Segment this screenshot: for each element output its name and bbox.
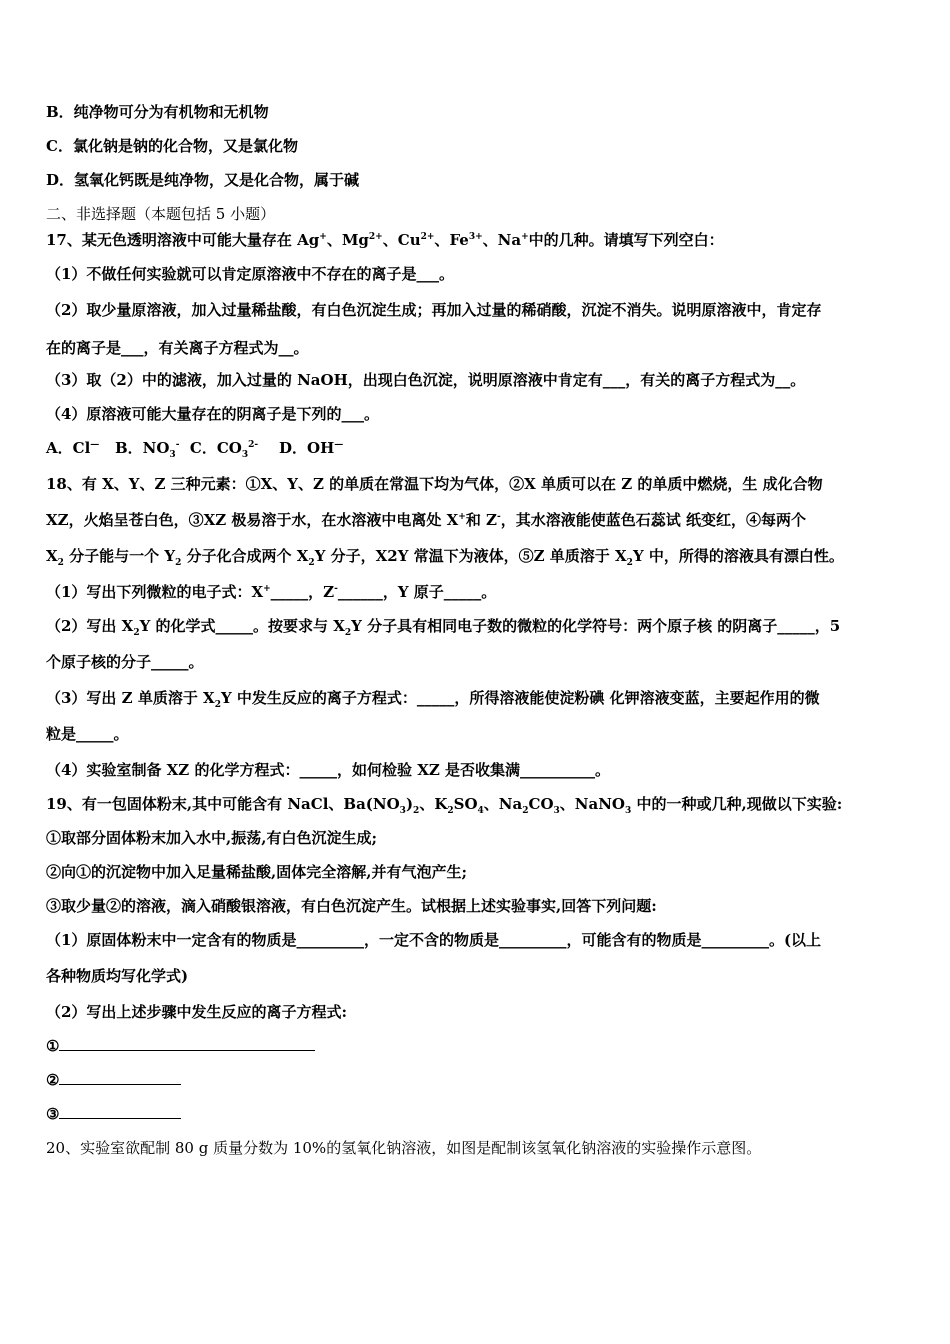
q18-stem-3: $X_2$ 分子能与一个 $Y_2$ 分子化合成两个 $X_2Y$ 分子，X2Y 常温下为液体，⑤Z 单质溶于 $X_2Y$ 中，所得的溶液具有漂白性。 xyxy=(46,547,844,568)
q18-stem-1: 18、有 X、Y、Z 三种元素：①X、Y、Z 的单质在常温下均为气体，②X 单质可以在 Z 的单质中燃烧，生 成化合物 xyxy=(46,475,823,493)
q17-options: A．Cl— B．$NO_3^-$ C．$CO_3^{2-}$ D．OH— xyxy=(46,439,344,460)
q19-part2: （2）写出上述步骤中发生反应的离子方程式: xyxy=(46,1003,347,1021)
q20-stem: 20、实验室欲配制 80 g 质量分数为 10%的氢氧化钠溶液，如图是配制该氢氧化钠溶液的实验操作示意图。 xyxy=(46,1139,762,1157)
q18-part3: （3）写出 Z 单质溶于 $X_2Y$ 中发生反应的离子方程式：_____，所得溶液能使淀粉碘 化钾溶液变蓝，主要起作用的微 xyxy=(46,689,820,710)
q19-part1: （1）原固体粉末中一定含有的物质是_________，一定不含的物质是_________，可能含有的物质是_________。(以上 xyxy=(46,931,822,949)
q18-stem-2: XZ，火焰呈苍白色，③XZ 极易溶于水，在水溶液中电离处 X+和 Z-，其水溶液能使蓝色石蕊试 纸变红，④每两个 xyxy=(46,511,806,529)
answer-blank[interactable] xyxy=(59,1070,181,1085)
option-c: C．氯化钠是钠的化合物，又是氯化物 xyxy=(46,137,298,155)
q18-part3-cont: 粒是_____。 xyxy=(46,725,129,743)
q19-answer-3: ③ xyxy=(46,1104,906,1124)
q18-part2: （2）写出 $X_2Y$ 的化学式_____。按要求与 $X_2Y$ 分子具有相同电子数的微粒的化学符号：两个原子核 的阴离子_____，5 xyxy=(46,617,841,638)
q17-part2: （2）取少量原溶液，加入过量稀盐酸，有白色沉淀生成；再加入过量的稀硝酸，沉淀不消失。说明原溶液中，肯定存 xyxy=(46,301,822,319)
q18-part2-cont: 个原子核的分子_____。 xyxy=(46,653,204,671)
answer-blank[interactable] xyxy=(59,1104,181,1119)
q17-part2-cont: 在的离子是___，有关离子方程式为__。 xyxy=(46,339,309,357)
q19-stem: 19、有一包固体粉末,其中可能含有 NaCl、$Ba(NO_3)_2$、$K_2SO_4$、$Na_2CO_3$、NaNO$_3$ 中的一种或几种,现做以下实验: xyxy=(46,795,843,816)
q19-part1-cont: 各种物质均写化学式) xyxy=(46,967,189,985)
q17-stem: 17、某无色透明溶液中可能大量存在 Ag+、$Mg^{2+}$、$Cu^{2+}$、$Fe^{3+}$、Na+中的几种。请填写下列空白： xyxy=(46,231,724,249)
q17-part1: （1）不做任何实验就可以肯定原溶液中不存在的离子是___。 xyxy=(46,265,454,283)
q18-part1: （1）写出下列微粒的电子式：X+_____，Z-______，Y 原子_____。 xyxy=(46,583,497,601)
q19-step2: ②向①的沉淀物中加入足量稀盐酸,固体完全溶解,并有气泡产生; xyxy=(46,863,467,881)
section-title: 二、非选择题（本题包括 5 小题） xyxy=(46,205,276,223)
option-b: B．纯净物可分为有机物和无机物 xyxy=(46,103,269,121)
q19-step1: ①取部分固体粉末加入水中,振荡,有白色沉淀生成; xyxy=(46,829,377,847)
q18-part4: （4）实验室制备 XZ 的化学方程式：_____，如何检验 XZ 是否收集满__________。 xyxy=(46,761,611,779)
q17-part3: （3）取（2）中的滤液，加入过量的 NaOH，出现白色沉淀，说明原溶液中肯定有___，有关的离子方程式为__。 xyxy=(46,371,806,389)
answer-blank[interactable] xyxy=(59,1036,315,1051)
option-d: D．氢氧化钙既是纯净物，又是化合物，属于碱 xyxy=(46,171,360,189)
q19-answer-1: ① xyxy=(46,1036,906,1056)
q19-answer-2: ② xyxy=(46,1070,906,1090)
q17-part4: （4）原溶液可能大量存在的阴离子是下列的___。 xyxy=(46,405,379,423)
q19-step3: ③取少量②的溶液，滴入硝酸银溶液，有白色沉淀产生。试根据上述实验事实,回答下列问题: xyxy=(46,897,657,915)
